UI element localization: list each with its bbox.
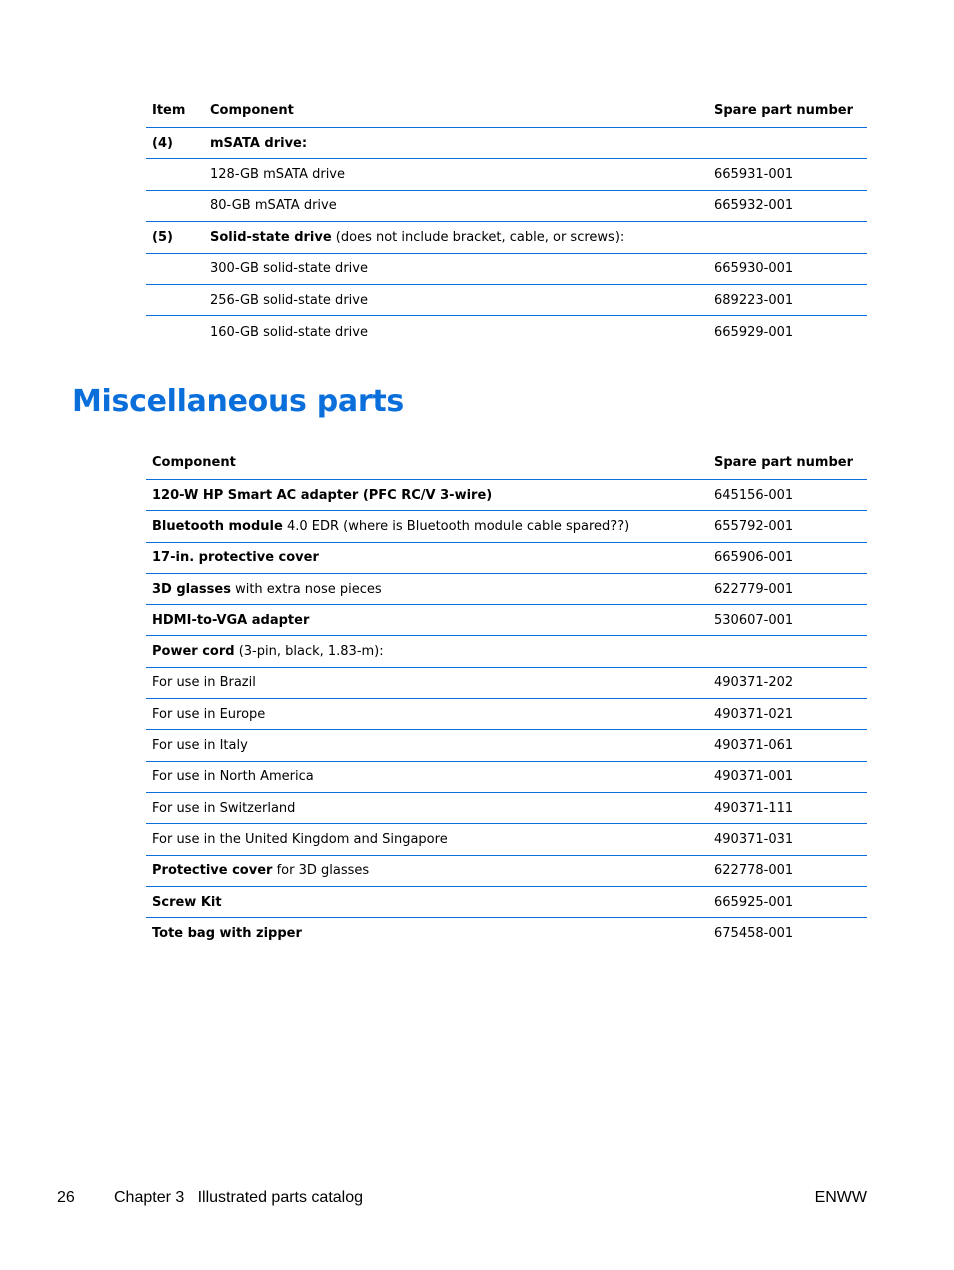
parts-table-misc — [146, 445, 867, 949]
component-bold: HDMI-to-VGA adapter — [152, 612, 310, 628]
component-cell — [210, 198, 714, 213]
table-row — [146, 605, 867, 636]
component-text: (does not include bracket, cable, or screws): — [331, 229, 625, 245]
spare-part-number: 665929-001 — [714, 324, 794, 340]
component-cell — [146, 832, 714, 847]
table-row — [146, 480, 867, 511]
header-spare-part: Spare part number — [714, 103, 854, 118]
component-text: 80-GB mSATA drive — [210, 198, 337, 214]
spare-part-number: 665931-001 — [714, 167, 794, 183]
component-text: 256-GB solid-state drive — [210, 292, 368, 308]
table-row — [146, 762, 867, 793]
component-cell — [210, 293, 714, 308]
header-spare-part: Spare part number — [714, 454, 854, 470]
component-cell — [146, 895, 714, 910]
component-text: For use in Brazil — [152, 675, 256, 691]
component-cell — [146, 519, 714, 534]
table-row — [146, 574, 867, 605]
spare-part-number: 490371-202 — [714, 675, 794, 691]
component-text: 4.0 EDR (where is Bluetooth module cable spared??) — [282, 518, 630, 534]
component-text: 300-GB solid-state drive — [210, 261, 368, 277]
component-bold: 3D glasses — [152, 581, 231, 597]
table-row — [146, 254, 867, 285]
table-row — [146, 699, 867, 730]
component-cell — [210, 167, 714, 182]
spare-part-number: 655792-001 — [714, 518, 794, 534]
component-cell — [146, 488, 714, 503]
component-bold: Solid-state drive — [210, 229, 332, 245]
table-row — [146, 824, 867, 855]
header-component: Component — [210, 103, 294, 118]
component-text: 128-GB mSATA drive — [210, 167, 346, 183]
component-cell — [210, 261, 714, 276]
table-row — [146, 793, 867, 824]
component-text: For use in Europe — [152, 706, 266, 722]
spare-part-number: 665925-001 — [714, 894, 794, 910]
table-row — [146, 887, 867, 918]
component-cell — [146, 613, 714, 628]
component-text: for 3D glasses — [272, 863, 370, 879]
spare-part-number: 675458-001 — [714, 926, 794, 942]
component-text: (3-pin, black, 1.83-m): — [234, 644, 384, 660]
component-text: with extra nose pieces — [230, 581, 382, 597]
component-cell — [210, 136, 714, 151]
spare-part-number: 665930-001 — [714, 261, 794, 277]
component-cell — [210, 230, 714, 245]
table-row — [146, 856, 867, 887]
component-cell — [146, 801, 714, 816]
component-cell — [146, 926, 714, 941]
page-number: 26 — [57, 1189, 75, 1206]
component-bold: 120-W HP Smart AC adapter (PFC RC/V 3-wire) — [152, 487, 493, 503]
spare-part-number: 490371-021 — [714, 706, 794, 722]
table-header — [146, 445, 867, 480]
table-row — [146, 511, 867, 542]
component-cell — [146, 707, 714, 722]
table-row — [146, 222, 867, 253]
parts-table-drives — [146, 94, 867, 348]
item-number: (4) — [152, 135, 173, 151]
section-title: Miscellaneous parts — [72, 384, 404, 419]
component-cell — [146, 675, 714, 690]
table-header — [146, 94, 867, 128]
table-row — [146, 316, 867, 347]
table-row — [146, 285, 867, 316]
component-bold: mSATA drive: — [210, 135, 308, 151]
spare-part-number: 622778-001 — [714, 863, 794, 879]
component-bold: 17-in. protective cover — [152, 550, 319, 566]
component-cell — [146, 582, 714, 597]
component-bold: Bluetooth module — [152, 518, 283, 534]
spare-part-number: 645156-001 — [714, 487, 794, 503]
table-row — [146, 159, 867, 190]
spare-part-number: 490371-111 — [714, 800, 794, 816]
component-bold: Power cord — [152, 644, 235, 660]
spare-part-number: 665932-001 — [714, 198, 794, 214]
component-text: For use in North America — [152, 769, 314, 785]
spare-part-number: 689223-001 — [714, 292, 794, 308]
item-number: (5) — [152, 229, 173, 245]
component-bold: Protective cover — [152, 863, 273, 879]
component-bold: Tote bag with zipper — [152, 926, 302, 942]
component-text: For use in Switzerland — [152, 800, 296, 816]
component-cell — [146, 738, 714, 753]
component-cell — [210, 325, 714, 340]
header-component: Component — [152, 454, 236, 470]
table-row — [146, 636, 867, 667]
table-row — [146, 543, 867, 574]
component-text: 160-GB solid-state drive — [210, 324, 368, 340]
component-text: For use in the United Kingdom and Singapore — [152, 831, 448, 847]
component-bold: Screw Kit — [152, 894, 222, 910]
component-cell — [146, 644, 714, 659]
chapter-title: Chapter 3 Illustrated parts catalog — [114, 1189, 364, 1206]
spare-part-number: 490371-001 — [714, 769, 794, 785]
component-text: For use in Italy — [152, 738, 248, 754]
table-row — [146, 668, 867, 699]
component-cell — [146, 863, 714, 878]
table-row — [146, 128, 867, 159]
spare-part-number: 622779-001 — [714, 581, 794, 597]
header-item: Item — [152, 103, 186, 118]
spare-part-number: 665906-001 — [714, 550, 794, 566]
component-cell — [146, 550, 714, 565]
table-row — [146, 730, 867, 761]
table-row — [146, 191, 867, 222]
spare-part-number: 530607-001 — [714, 612, 794, 628]
table-row — [146, 918, 867, 949]
component-cell — [146, 769, 714, 784]
spare-part-number: 490371-031 — [714, 831, 794, 847]
footer-label: ENWW — [814, 1189, 867, 1206]
spare-part-number: 490371-061 — [714, 738, 794, 754]
